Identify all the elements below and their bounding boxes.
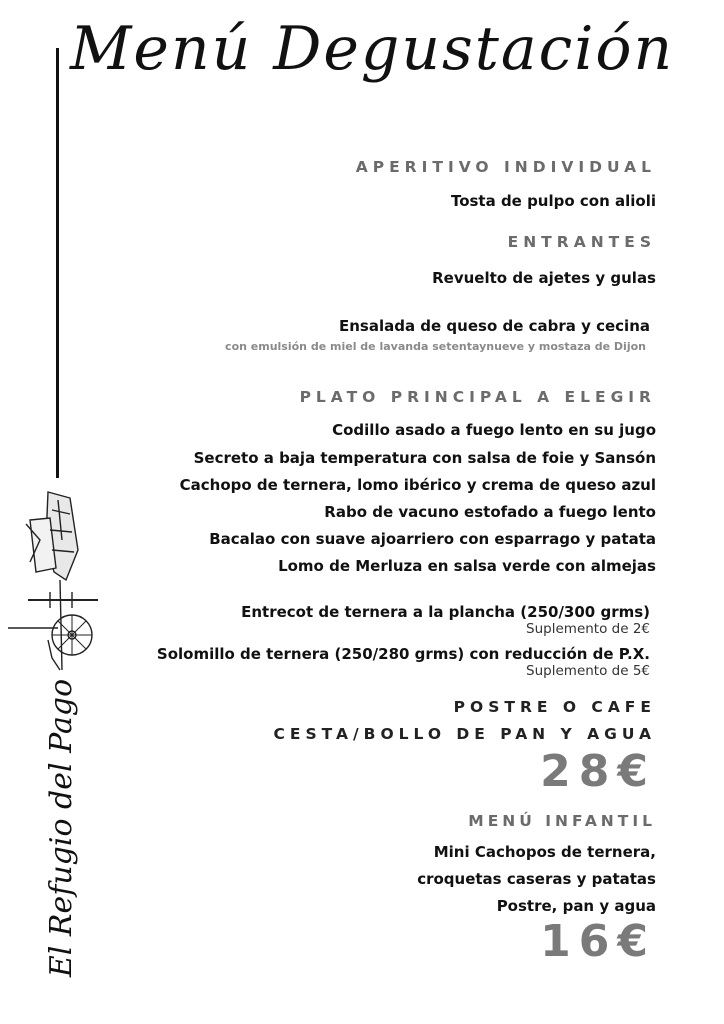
brand-name: El Refugio del Pago (44, 678, 79, 978)
brand-logo (40, 680, 104, 980)
menu-item: Rabo de vacuno estofado a fuego lento (324, 503, 656, 521)
menu-item: Secreto a baja temperatura con salsa de foie y Sansón (193, 449, 656, 467)
menu-item: Cachopo de ternera, lomo ibérico y crema de queso azul (179, 476, 656, 494)
postre-heading: POSTRE O CAFE (453, 698, 656, 716)
menu-item-extra: Solomillo de ternera (250/280 grms) con reducción de P.X. (156, 645, 650, 663)
section-aperitivo-heading: APERITIVO INDIVIDUAL (355, 158, 656, 176)
section-entrantes-heading: ENTRANTES (507, 233, 656, 251)
infantil-line: Mini Cachopos de ternera, (433, 843, 656, 861)
menu-item: Revuelto de ajetes y gulas (432, 269, 656, 287)
menu-item: Bacalao con suave ajoarriero con esparrago y patata (209, 530, 656, 548)
plough-illustration (0, 480, 120, 690)
menu-item: Tosta de pulpo con alioli (450, 192, 656, 210)
supplement-note: Suplemento de 2€ (526, 621, 650, 637)
menu-item: Codillo asado a fuego lento en su jugo (332, 421, 656, 439)
menu-item-extra: Entrecot de ternera a la plancha (250/300 grms) (241, 603, 650, 621)
infantil-line: croquetas caseras y patatas (417, 870, 656, 888)
pan-heading: CESTA/BOLLO DE PAN Y AGUA (273, 725, 656, 743)
menu-title: Menú Degustación (70, 14, 675, 84)
menu-price: 28€ (540, 746, 656, 797)
infantil-price: 16€ (540, 916, 656, 967)
infantil-heading: MENÚ INFANTIL (468, 812, 656, 830)
menu-item-note: con emulsión de miel de lavanda setentaynueve y mostaza de Dijon (225, 340, 646, 353)
infantil-line: Postre, pan y agua (496, 897, 656, 915)
menu-item: Ensalada de queso de cabra y cecina (338, 317, 650, 335)
supplement-note: Suplemento de 5€ (526, 663, 650, 679)
decorative-vertical-line (56, 48, 59, 478)
section-principal-heading: PLATO PRINCIPAL A ELEGIR (299, 388, 656, 406)
menu-item: Lomo de Merluza en salsa verde con almejas (278, 557, 656, 575)
